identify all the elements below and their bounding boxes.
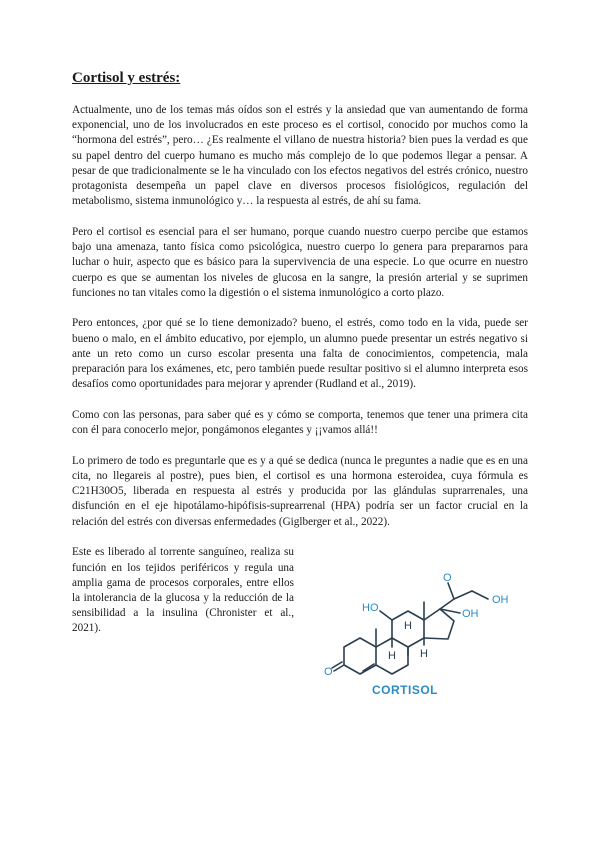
molecule-labels [324,572,509,697]
paragraph-definition: Lo primero de todo es preguntarle que es y a qué se dedica (nunca le preguntes a nadie que es en una cita, no llegareis al postre), pues bien, el cortisol es una hormona esteroidea, cuya fórmula es C21H30O5, liberada en respuesta al estrés y producida por las glándulas suprarrenales, una disfunción en el eje hipotálamo-hipófisis-suprearrenal (HPA) podría ser un factor crucial en la relación del estrés con diversas enfermedades (Giglberger et al., 2022). [72,454,528,528]
final-section [72,545,528,698]
paragraph-essential: Pero el cortisol es esencial para el ser humano, porque cuando nuestro cuerpo percibe que estamos bajo una amenaza, tanto física como psicológica, nuestro cuerpo lo genera para prepararnos para luchar o huir, aspecto que es básico para la supervivencia de una especie. Lo que ocurre en nuestro cuerpo es que se aumentan los niveles de glucosa en la sangre, la presión arterial y se suprimen funciones no tan vitales como la digestión o el sistema inmunológico a corto plazo. [72,225,528,299]
hydrogen-label-3: H [388,650,396,663]
ketone-oxygen-label: O [443,572,452,585]
hydroxyl-label-ho: HO [362,602,379,615]
paragraph-demonized: Pero entonces, ¿por qué se lo tiene demonizado? bueno, el estrés, como todo en la vida, puede ser bueno o malo, en el ámbito educativo, por ejemplo, un alumno puede presentar un estrés negativo si ante un reto como un curso escolar presenta una falta de conocimientos, competencia, mala preparación para los exámenes, etc, pero también puede resultar positivo si el alumno interpreta esos desafíos como oportunidades para mejorar y aprender (Rudland et al., 2019). [72,317,528,391]
hydroxyl-label-oh-top: OH [492,594,509,607]
hydrogen-label-2: H [420,648,428,661]
page-title: Cortisol y estrés: [72,70,181,86]
cortisol-structure-diagram [322,553,522,703]
paragraph-first-date: Como con las personas, para saber qué es y cómo se comporta, tenemos que tener una primera cita con él para conocerlo mejor, pongámonos elegantes y ¡¡vamos allá!! [72,408,528,437]
paragraph-intro: Actualmente, uno de los temas más oídos son el estrés y la ansiedad que van aumentando de forma exponencial, uno de los involucrados en este proceso es el cortisol, conocido por muchos como la “hormona del estrés”, pero… ¿Es realmente el villano de nuestra historia? bien pues la verdad es que su papel dentro del cuerpo humano es mucho más complejo de lo que podemos llegar a pensar. A pesar de que tradicionalmente se le ha vinculado con los efectos negativos del estrés crónico, nuestro protagonista desempeña un papel clave en diversos procesos fisiológicos, regulación del metabolismo, sistema inmunológico y… la respuesta al estrés, de ahí su fama. [72,104,528,208]
hydroxyl-label-oh-mid: OH [462,608,479,621]
paragraph-bloodstream: Este es liberado al torrente sanguíneo, realiza su función en los tejidos periféricos y regula una amplia gama de procesos corporales, entre ellos la intolerancia de la glucosa y la reducción de la sensibilidad a la insulina (Chronister et al., 2021). [72,546,294,635]
ring-oxygen-label: O [324,666,333,679]
molecule-caption: CORTISOL [372,683,438,698]
hydrogen-label-1: H [404,620,412,633]
document-page [72,70,528,698]
